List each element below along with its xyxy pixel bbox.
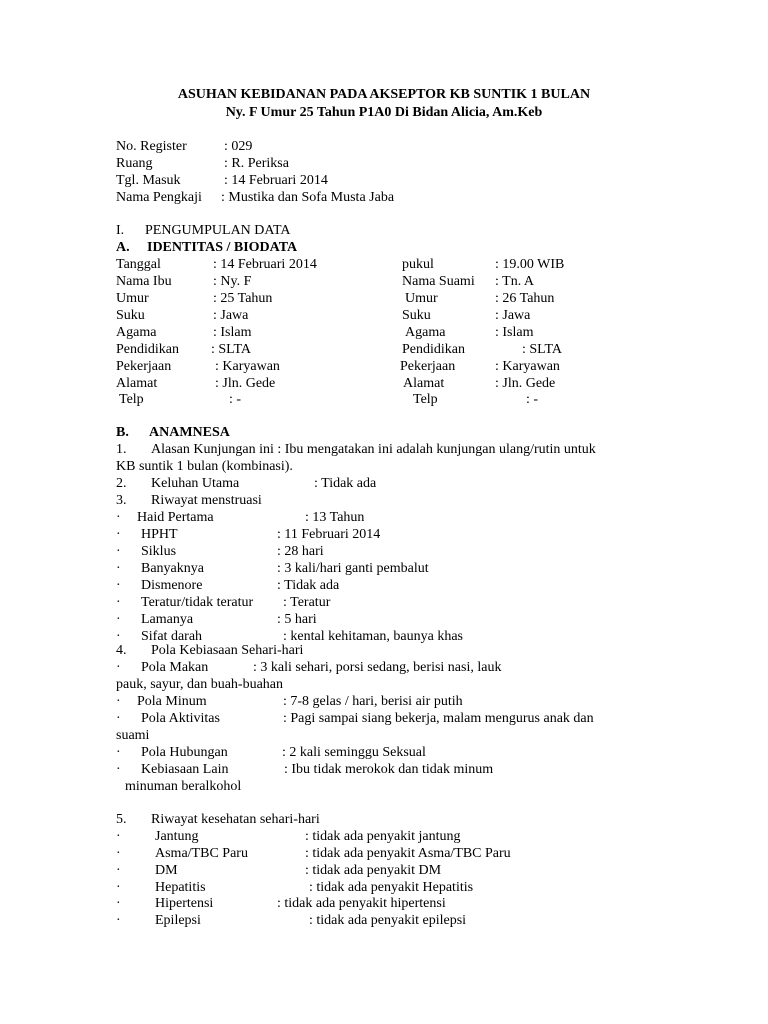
list-item-value: : tidak ada penyakit Hepatitis xyxy=(309,880,474,895)
bullet-icon: · xyxy=(116,510,121,525)
list-item-label: HPHT xyxy=(141,527,178,542)
identity-label: Pekerjaan xyxy=(116,359,172,374)
list-item-value: : Ibu tidak merokok dan tidak minum xyxy=(284,762,494,777)
bullet-icon: · xyxy=(116,913,121,928)
section-heading: PENGUMPULAN DATA xyxy=(145,223,291,238)
list-item-value: : 3 kali sehari, porsi sedang, berisi nasi, lauk xyxy=(253,660,502,675)
list-item-value: : Pagi sampai siang bekerja, malam mengurus anak dan xyxy=(283,711,594,726)
list-item-continued: pauk, sayur, dan buah-buahan xyxy=(116,677,283,692)
bullet-icon: · xyxy=(116,829,121,844)
list-item-value: : tidak ada penyakit DM xyxy=(305,863,442,878)
list-item-value: : kental kehitaman, baunya khas xyxy=(283,629,463,644)
list-item-label: Asma/TBC Paru xyxy=(155,846,248,861)
visit-reason: Alasan Kunjungan ini : Ibu mengatakan ini adalah kunjungan ulang/rutin untuk xyxy=(151,442,596,457)
bullet-icon: · xyxy=(116,711,121,726)
identity-value: : Ny. F xyxy=(213,274,252,289)
list-item-label: Epilepsi xyxy=(155,913,201,928)
list-item-label: Sifat darah xyxy=(141,629,203,644)
list-item-label: Lamanya xyxy=(141,612,194,627)
subsection-heading: ANAMNESA xyxy=(149,425,230,440)
bullet-icon: · xyxy=(116,846,121,861)
list-item-label: Pola Hubungan xyxy=(141,745,228,760)
bullet-icon: · xyxy=(116,527,121,542)
list-item-label: Pola Makan xyxy=(141,660,209,675)
item-heading: Riwayat kesehatan sehari-hari xyxy=(151,812,320,827)
list-item-value: : tidak ada penyakit jantung xyxy=(305,829,461,844)
subsection-letter: B. xyxy=(116,425,129,440)
bullet-icon: · xyxy=(116,694,121,709)
identity-value: : 19.00 WIB xyxy=(495,257,565,272)
identity-value: : SLTA xyxy=(522,342,562,357)
main-complaint-label: Keluhan Utama xyxy=(151,476,240,491)
list-item-value: : Tidak ada xyxy=(277,578,340,593)
identity-value: : Karyawan xyxy=(495,359,560,374)
identity-label: Telp xyxy=(119,392,144,407)
main-complaint-value: : Tidak ada xyxy=(314,476,377,491)
identity-value: : 25 Tahun xyxy=(213,291,273,306)
identity-label: Agama xyxy=(405,325,446,340)
identity-value: : - xyxy=(229,392,242,407)
assessor-label: Nama Pengkaji xyxy=(116,190,202,205)
identity-label: Alamat xyxy=(403,376,445,391)
identity-label: Umur xyxy=(405,291,438,306)
list-item-value: : tidak ada penyakit epilepsi xyxy=(309,913,467,928)
item-heading: Riwayat menstruasi xyxy=(151,493,262,508)
identity-label: Suku xyxy=(116,308,145,323)
identity-value: : - xyxy=(526,392,539,407)
identity-value: : Islam xyxy=(495,325,534,340)
bullet-icon: · xyxy=(116,629,121,644)
list-item-value: : tidak ada penyakit hipertensi xyxy=(277,896,446,911)
bullet-icon: · xyxy=(116,880,121,895)
register-value: : 029 xyxy=(224,139,253,154)
item-number: 5. xyxy=(116,812,127,827)
identity-label: Suku xyxy=(402,308,431,323)
identity-label: Tanggal xyxy=(116,257,161,272)
item-number: 4. xyxy=(116,643,127,658)
bullet-icon: · xyxy=(116,762,121,777)
list-item-value: : 7-8 gelas / hari, berisi air putih xyxy=(283,694,463,709)
identity-value: : Jln. Gede xyxy=(215,376,276,391)
list-item-value: : Teratur xyxy=(283,595,331,610)
list-item-label: Pola Minum xyxy=(137,694,207,709)
bullet-icon: · xyxy=(116,863,121,878)
identity-value: : Islam xyxy=(213,325,252,340)
list-item-label: Hipertensi xyxy=(155,896,214,911)
document-title: ASUHAN KEBIDANAN PADA AKSEPTOR KB SUNTIK 1 BULAN xyxy=(177,87,591,102)
item-number: 2. xyxy=(116,476,127,491)
identity-value: : Jln. Gede xyxy=(495,376,556,391)
list-item-label: Pola Aktivitas xyxy=(141,711,220,726)
list-item-continued: minuman beralkohol xyxy=(125,779,242,794)
list-item-value: : 11 Februari 2014 xyxy=(277,527,381,542)
identity-value: : Karyawan xyxy=(215,359,280,374)
room-value: : R. Periksa xyxy=(224,156,289,171)
subsection-heading: IDENTITAS / BIODATA xyxy=(147,240,298,255)
list-item-value: : tidak ada penyakit Asma/TBC Paru xyxy=(305,846,511,861)
list-item-label: Teratur/tidak teratur xyxy=(141,595,254,610)
identity-value: : Jawa xyxy=(213,308,249,323)
identity-label: Umur xyxy=(116,291,149,306)
bullet-icon: · xyxy=(116,578,121,593)
identity-value: : 26 Tahun xyxy=(495,291,555,306)
subsection-letter: A. xyxy=(116,240,130,255)
identity-value: : SLTA xyxy=(211,342,251,357)
list-item-label: Haid Pertama xyxy=(137,510,214,525)
bullet-icon: · xyxy=(116,745,121,760)
admission-date-label: Tgl. Masuk xyxy=(116,173,181,188)
identity-label: pukul xyxy=(402,257,434,272)
bullet-icon: · xyxy=(116,595,121,610)
item-number: 3. xyxy=(116,493,127,508)
admission-date-value: : 14 Februari 2014 xyxy=(224,173,328,188)
list-item-value: : 3 kali/hari ganti pembalut xyxy=(277,561,429,576)
bullet-icon: · xyxy=(116,561,121,576)
list-item-value: : 13 Tahun xyxy=(305,510,365,525)
bullet-icon: · xyxy=(116,896,121,911)
list-item-label: Dismenore xyxy=(141,578,203,593)
identity-label: Pendidikan xyxy=(402,342,465,357)
list-item-label: DM xyxy=(155,863,178,878)
bullet-icon: · xyxy=(116,544,121,559)
list-item-label: Siklus xyxy=(141,544,177,559)
list-item-value: : 2 kali seminggu Seksual xyxy=(282,745,426,760)
identity-label: Pekerjaan xyxy=(400,359,456,374)
identity-label: Agama xyxy=(116,325,157,340)
list-item-continued: suami xyxy=(116,728,150,743)
section-number: I. xyxy=(116,223,125,238)
assessor-value: : Mustika dan Sofa Musta Jaba xyxy=(221,190,395,205)
identity-label: Telp xyxy=(413,392,438,407)
visit-reason-continued: KB suntik 1 bulan (kombinasi). xyxy=(116,459,293,474)
identity-value: : Jawa xyxy=(495,308,531,323)
list-item-label: Banyaknya xyxy=(141,561,204,576)
list-item-label: Jantung xyxy=(155,829,199,844)
identity-value: : Tn. A xyxy=(495,274,535,289)
item-heading: Pola Kebiasaan Sehari-hari xyxy=(151,643,304,658)
identity-label: Nama Ibu xyxy=(116,274,172,289)
item-number: 1. xyxy=(116,442,127,457)
list-item-value: : 28 hari xyxy=(277,544,324,559)
bullet-icon: · xyxy=(116,612,121,627)
list-item-label: Kebiasaan Lain xyxy=(141,762,229,777)
list-item-value: : 5 hari xyxy=(277,612,317,627)
register-label: No. Register xyxy=(116,139,187,154)
identity-value: : 14 Februari 2014 xyxy=(213,257,317,272)
bullet-icon: · xyxy=(116,660,121,675)
room-label: Ruang xyxy=(116,156,153,171)
document-subtitle: Ny. F Umur 25 Tahun P1A0 Di Bidan Alicia, Am.Keb xyxy=(225,105,543,120)
identity-label: Nama Suami xyxy=(402,274,475,289)
list-item-label: Hepatitis xyxy=(155,880,206,895)
identity-label: Pendidikan xyxy=(116,342,179,357)
identity-label: Alamat xyxy=(116,376,158,391)
